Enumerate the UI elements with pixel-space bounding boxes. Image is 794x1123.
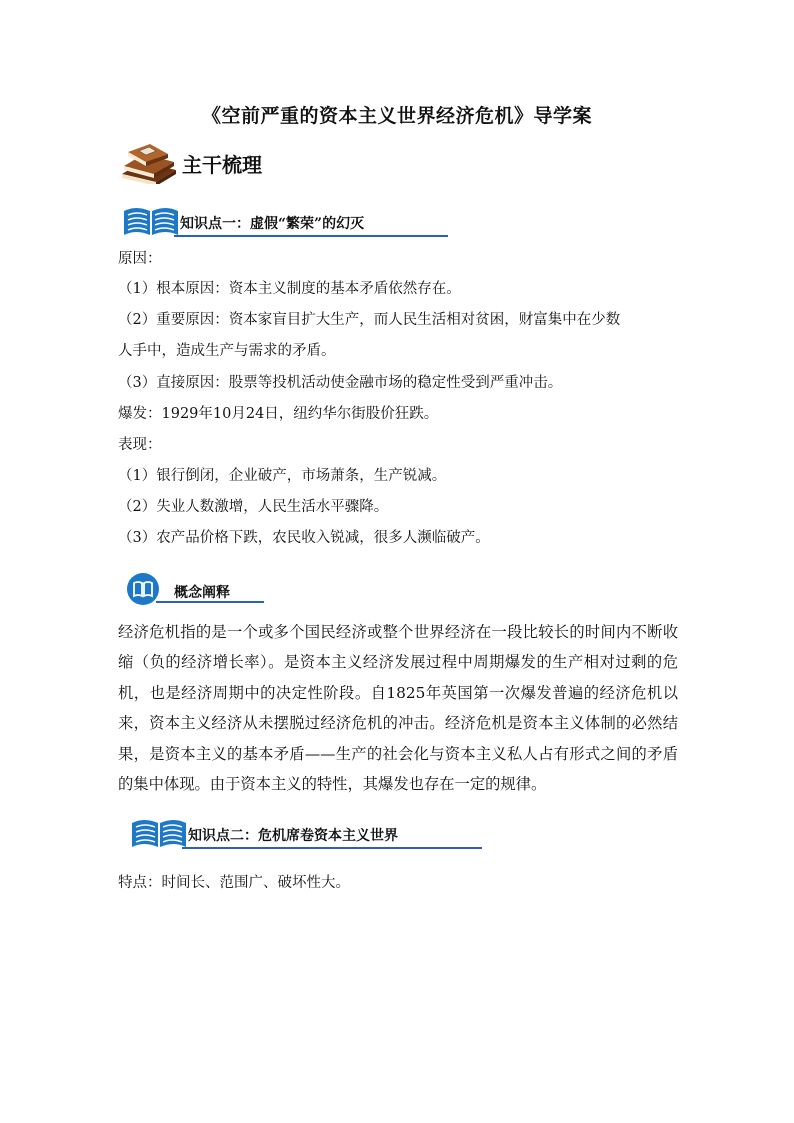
heading-underline bbox=[182, 847, 482, 849]
book-circle-icon bbox=[126, 572, 160, 606]
text-line: （2）重要原因：资本家盲目扩大生产，而人民生活相对贫困，财富集中在少数 bbox=[118, 312, 621, 328]
text-line: 原因： bbox=[118, 251, 162, 267]
heading-underline bbox=[174, 235, 448, 237]
text-line: （1）根本原因：资本主义制度的基本矛盾依然存在。 bbox=[118, 281, 461, 297]
text-line: （3）直接原因：股票等投机活动使金融市场的稳定性受到严重冲击。 bbox=[118, 375, 563, 391]
main-section-label: 主干梳理 bbox=[182, 153, 262, 177]
open-book-icon bbox=[130, 815, 188, 849]
text-line: 人手中，造成生产与需求的矛盾。 bbox=[118, 343, 336, 359]
books-icon bbox=[118, 140, 180, 184]
knowledge-point-1-label: 知识点一：虚假“繁荣”的幻灭 bbox=[180, 216, 365, 232]
heading-underline bbox=[156, 601, 264, 603]
open-book-icon bbox=[122, 203, 180, 237]
document-title: 《空前严重的资本主义世界经济危机》导学案 bbox=[201, 105, 592, 127]
text-line: 表现： bbox=[118, 437, 162, 453]
concept-label: 概念阐释 bbox=[174, 585, 230, 601]
text-line: 特点：时间长、范围广、破坏性大。 bbox=[118, 875, 350, 891]
text-line: （3）农产品价格下跌，农民收入锐减，很多人濒临破产。 bbox=[118, 530, 490, 546]
knowledge-point-2-label: 知识点二：危机席卷资本主义世界 bbox=[188, 828, 398, 844]
text-line: 爆发：1929年10月24日，纽约华尔街股价狂跌。 bbox=[118, 406, 439, 422]
text-line: （2）失业人数激增，人民生活水平骤降。 bbox=[118, 499, 389, 515]
concept-paragraph: 经济危机指的是一个或多个国民经济或整个世界经济在一段比较长的时间内不断收缩（负的经济增长率）。是资本主义经济发展过程中周期爆发的生产相对过剩的危机，也是经济周期中的决定性阶段。自1825年英国第一次爆发普遍的经济危机以来，资本主义经济从未摆脱过经济危机的冲击。经济危机是资本主义体制的必然结果，是资本主义的基本矛盾——生产的社会化与资本主义私人占有形式之间的矛盾的集中体现。由于资本主义的特性，其爆发也存在一定的规律。 bbox=[118, 623, 678, 794]
text-line: （1）银行倒闭，企业破产，市场萧条，生产锐减。 bbox=[118, 468, 447, 484]
